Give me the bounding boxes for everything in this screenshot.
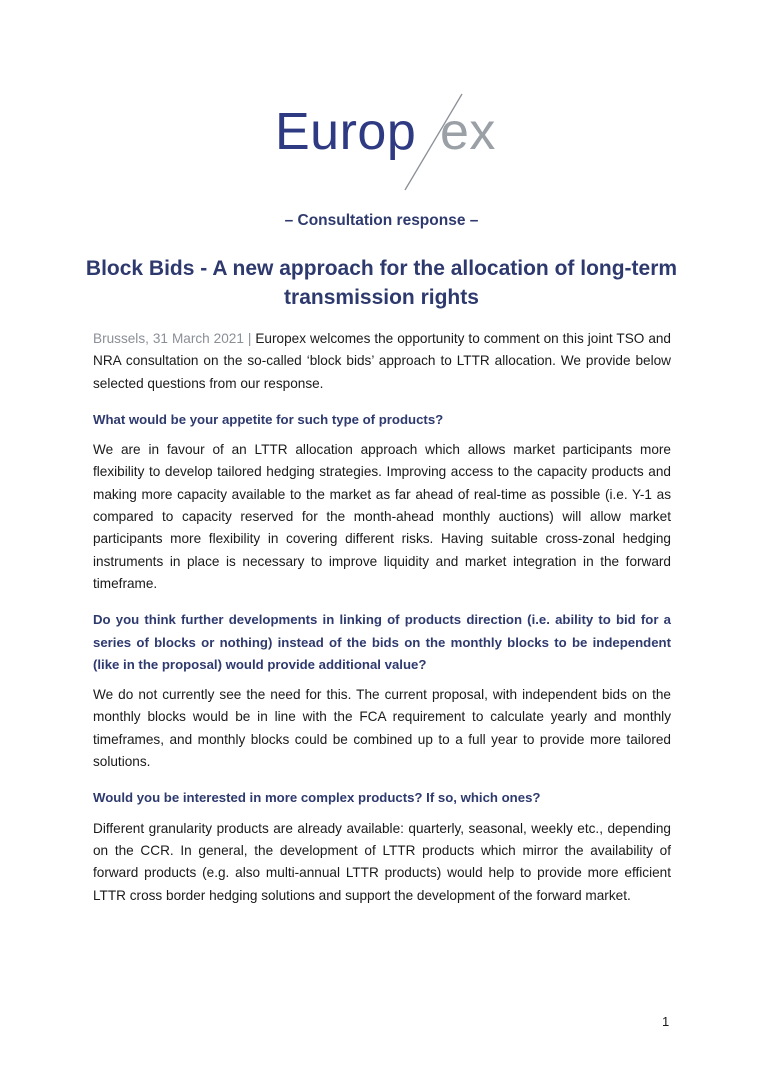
intro-paragraph [93,328,671,395]
question-2: Do you think further developments in linking of products direction (i.e. ability to bid for a series of blocks or nothing) instead of the bids on the monthly blocks to be independent (like in the proposal) would provide additional value? [93,612,671,672]
answer-1: We are in favour of an LTTR allocation approach which allows market participants more flexibility to develop tailored hedging strategies. Improving access to the capacity products and making more capacity available to the market as far ahead of real-time as possible (i.e. Y-1 as compared to capacity reserved for the month-ahead monthly auctions) will allow market participants more flexibility in covering different risks. Having suitable cross-zonal hedging instruments in place is necessary to improve liquidity and market integration in the forward timeframe. [93,442,671,591]
document-subtitle: – Consultation response – [284,212,479,229]
answer-2: We do not currently see the need for this. The current proposal, with independent bids on the monthly blocks would be in line with the FCA requirement to calculate yearly and monthly timeframes, and monthly blocks could be combined up to a full year to provide more tailored solutions. [93,687,671,770]
question-1: What would be your appetite for such type of products? [93,411,444,427]
document-title: Block Bids - A new approach for the allocation of long-term transmission rights [85,257,678,309]
place-date: Brussels, 31 March 2021 | [93,331,252,346]
page-number: 1 [662,1014,670,1029]
question-3: Would you be interested in more complex products? If so, which ones? [93,790,541,806]
intro-text: Europex welcomes the opportunity to comment on this joint TSO and NRA consultation on the so-called ‘block bids’ approach to LTTR allocation. We provide below selected questions from our response. [93,331,671,391]
logo-text-tail: ex [440,103,496,161]
document-body [93,328,671,907]
europex-logo [0,92,763,192]
logo-text-main: Europ [275,103,417,161]
logo-slash-icon [0,92,763,192]
answer-3: Different granularity products are already available: quarterly, seasonal, weekly etc., depending on the CCR. In general, the development of LTTR products which mirror the availability of forward products (e.g. also multi-annual LTTR products) would help to provide more efficient LTTR cross border hedging solutions and support the development of the forward market. [93,820,671,903]
